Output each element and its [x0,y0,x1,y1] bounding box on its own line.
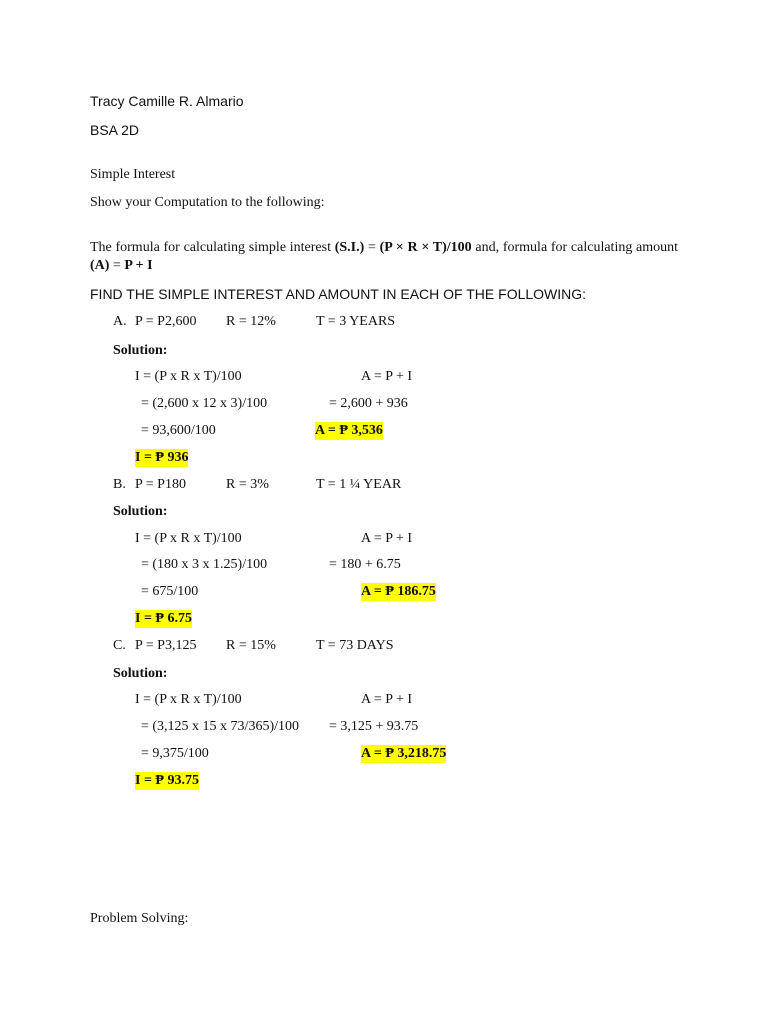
problem-letter: B. [113,477,126,492]
find-heading: FIND THE SIMPLE INTEREST AND AMOUNT IN EACH OF THE FOLLOWING: [90,286,587,302]
amount-formula: A = P + I [361,692,413,707]
rate: R = 15% [226,638,276,653]
formula-paragraph [90,239,678,275]
amount-symbol: (A) [90,258,110,273]
si-symbol: (S.I.) [334,240,365,255]
amount-substitution: = 2,600 + 936 [329,396,408,411]
interest-formula: I = (P x R x T)/100 [135,692,242,707]
interest-substitution: = (3,125 x 15 x 73/365)/100 [141,719,299,734]
amount-result: A = ₱ 3,536 [315,423,383,438]
interest-calculation: = 93,600/100 [141,423,216,438]
amount-result: A = ₱ 3,218.75 [361,746,447,761]
solution-label: Solution: [113,504,168,519]
amount-formula: P + I [124,258,153,273]
interest-formula: I = (P x R x T)/100 [135,531,242,546]
amount-result: A = ₱ 186.75 [361,584,436,599]
instruction: Show your Computation to the following: [90,195,325,210]
problem-letter: C. [113,638,126,653]
principal: P = P180 [135,477,186,492]
interest-calculation: = 9,375/100 [141,746,209,761]
problem-solving-heading: Problem Solving: [90,911,189,926]
amount-formula: A = P + I [361,369,413,384]
equals-sign-2: = [112,258,121,273]
interest-formula: I = (P x R x T)/100 [135,369,242,384]
interest-result: I = ₱ 93.75 [135,773,199,788]
interest-calculation: = 675/100 [141,584,199,599]
interest-result: I = ₱ 6.75 [135,611,192,626]
principal: P = P2,600 [135,314,197,329]
amount-substitution: = 180 + 6.75 [329,557,401,572]
time: T = 73 DAYS [316,638,394,653]
solution-label: Solution: [113,666,168,681]
time: T = 3 YEARS [316,314,396,329]
principal: P = P3,125 [135,638,197,653]
page-title: Simple Interest [90,167,176,182]
intro-text-2: and, formula for calculating amount [475,240,679,255]
rate: R = 3% [226,477,269,492]
interest-substitution: = (2,600 x 12 x 3)/100 [141,396,268,411]
student-section: BSA 2D [90,122,140,138]
amount-formula: A = P + I [361,531,413,546]
solution-label: Solution: [113,343,168,358]
time: T = 1 ¼ YEAR [316,477,402,492]
equals-sign: = [368,240,376,255]
rate: R = 12% [226,314,276,329]
problem-letter: A. [113,314,127,329]
amount-substitution: = 3,125 + 93.75 [329,719,419,734]
intro-text-1: The formula for calculating simple interest [90,240,331,255]
interest-result: I = ₱ 936 [135,450,189,465]
interest-substitution: = (180 x 3 x 1.25)/100 [141,557,268,572]
simple-interest-formula: (P × R × T)/100 [379,240,472,255]
student-name: Tracy Camille R. Almario [90,93,244,109]
